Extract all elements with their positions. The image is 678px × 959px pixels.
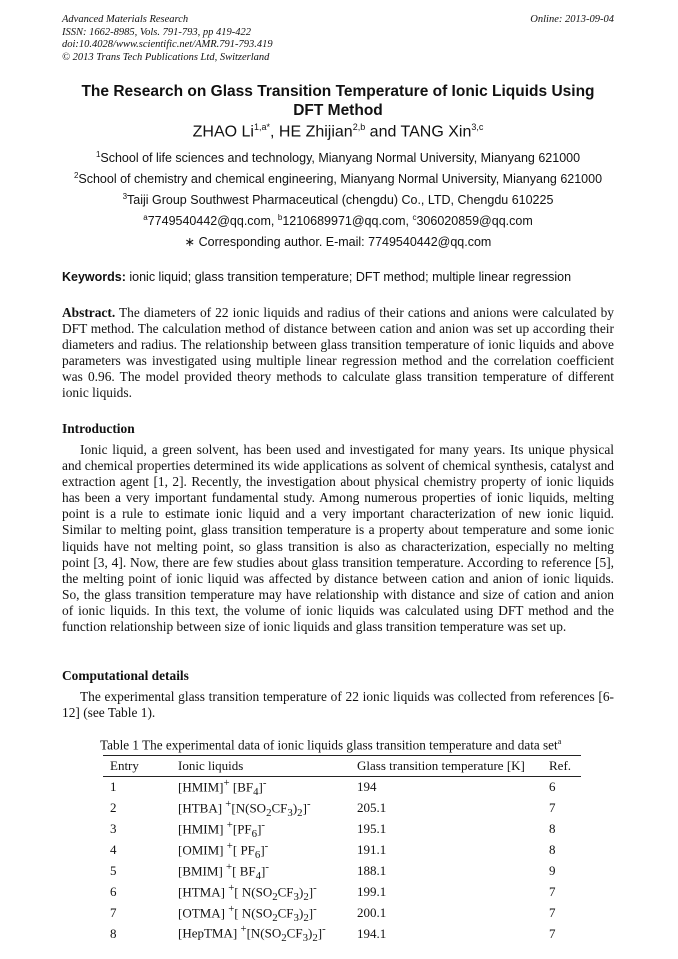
table-row <box>103 798 581 819</box>
anion-part: CF <box>271 800 288 816</box>
cell-ionic-liquid <box>178 923 357 944</box>
anion-part: CF <box>277 883 294 899</box>
author-2-sup: 2,b <box>352 122 366 132</box>
table-row <box>103 882 581 903</box>
cation: [HTBA] <box>178 800 226 816</box>
cell-ref <box>549 819 581 840</box>
affiliation-2-text: School of chemistry and chemical engineering, Mianyang Normal University, Mianyang 621000 <box>78 172 603 187</box>
anion-charge: - <box>306 797 311 810</box>
entry-value: 7 <box>110 904 117 920</box>
cation-charge: + <box>226 839 233 852</box>
anion-subscript: 3 <box>293 911 299 924</box>
author-1: ZHAO Li <box>192 123 254 141</box>
comp-paragraph <box>62 689 614 721</box>
intro-text: Ionic liquid, a green solvent, has been used and investigated for many years. Its unique physical and chemical properties determined its wide applications as solvent of chemical synthesis, catalyst and extraction agent [1, 2]. Recently, the investigation about physical chemistry property of ionic liquids has been a very important fundamental study. Among numerous properties of ionic liquids, melting point is a rule to estimate ionic liquid and a very important characterization of new ionic liquid. Similar to melting point, glass transition temperature is a property about temperature and some ionic liquids have not melting point, so glass transition is also as characterization, especially no melting point [3, 4]. Now, there are few studies about glass transition temperature. According to reference [5], the melting point of ionic liquid was affected by distance between cation and anion of ionic liquids. So, the glass transition temperature may have relationship with distance and size of cation and anion of ionic liquids. In this text, the volume of ionic liquids was calculated using DFT method and the function relationship between size of ionic liquids and glass transition temperature was set up. <box>62 442 614 635</box>
tg-value: 191.1 <box>357 842 387 858</box>
cell-entry <box>103 903 178 924</box>
table-row <box>103 777 581 798</box>
anion-part: [N(SO <box>246 925 282 941</box>
cell-ref <box>549 923 581 944</box>
entry-value: 8 <box>110 925 117 941</box>
copyright-line: © 2013 Trans Tech Publications Ltd, Switzerland <box>62 51 270 63</box>
table-row <box>103 819 581 840</box>
anion-subscript: 4 <box>255 869 262 882</box>
table-row <box>103 903 581 924</box>
anion-part: ] <box>308 883 314 899</box>
cell-tg <box>357 861 549 882</box>
cell-tg <box>357 903 549 924</box>
entry-value: 2 <box>110 800 117 816</box>
anion-part: ) <box>308 925 313 941</box>
header-ref: Ref. <box>549 756 581 777</box>
anion-part: [BF <box>232 779 254 795</box>
table-row <box>103 923 581 944</box>
cell-ionic-liquid <box>178 840 357 861</box>
cell-ref <box>549 840 581 861</box>
ref-value: 7 <box>549 904 556 920</box>
tg-value: 194.1 <box>357 925 387 941</box>
ref-value: 7 <box>549 884 556 900</box>
title-line-1: The Research on Glass Transition Temperature of Ionic Liquids Using <box>81 83 595 100</box>
cell-ref <box>549 798 581 819</box>
cation: [OTMA] <box>178 904 229 920</box>
cation: [OMIM] <box>178 842 227 858</box>
anion-subscript: 3 <box>302 932 308 945</box>
email-line <box>62 213 614 228</box>
author-3-sup: 3,c <box>471 122 484 132</box>
entry-value: 3 <box>110 821 117 837</box>
email-c-sup: c <box>412 213 417 222</box>
anion-subscript: 2 <box>297 806 303 819</box>
entry-value: 6 <box>110 884 117 900</box>
anion-part: ] <box>302 800 307 816</box>
corresponding-author <box>62 234 614 249</box>
table-caption <box>100 737 561 753</box>
cell-tg <box>357 923 549 944</box>
anion-subscript: 2 <box>266 806 272 819</box>
cell-ref <box>549 882 581 903</box>
author-2: , HE Zhijian <box>270 123 353 141</box>
cation-charge: + <box>226 818 233 831</box>
cell-ref <box>549 861 581 882</box>
abstract-label: Abstract. <box>62 305 116 320</box>
cell-tg <box>357 819 549 840</box>
title-line-2: DFT Method <box>293 102 383 119</box>
anion-charge: - <box>261 818 266 831</box>
ref-value: 7 <box>549 925 556 941</box>
affiliation-1-text: School of life sciences and technology, Mianyang Normal University, Mianyang 621000 <box>100 151 581 166</box>
anion-subscript: 3 <box>287 806 293 819</box>
ref-value: 6 <box>549 779 556 795</box>
cell-ref <box>549 903 581 924</box>
header-tg: Glass transition temperature [K] <box>357 756 549 777</box>
anion-part: CF <box>277 904 294 920</box>
cation-charge: + <box>240 923 247 936</box>
entry-value: 1 <box>110 779 117 795</box>
author-line <box>62 122 614 141</box>
header-entry: Entry <box>103 756 178 777</box>
cell-ionic-liquid <box>178 882 357 903</box>
cell-ionic-liquid <box>178 861 357 882</box>
cation: [HepTMA] <box>178 925 241 941</box>
cell-tg <box>357 882 549 903</box>
entry-value: 4 <box>110 842 117 858</box>
cation-charge: + <box>228 902 235 915</box>
anion-part: [ N(SO <box>234 904 273 920</box>
anion-part: [PF <box>232 821 252 837</box>
cell-ionic-liquid <box>178 819 357 840</box>
ref-value: 8 <box>549 821 556 837</box>
affiliation-3-sup: 3 <box>122 192 128 201</box>
anion-charge: - <box>265 860 269 873</box>
author-1-sup: 1,a* <box>253 122 270 132</box>
intro-heading: Introduction <box>62 421 135 436</box>
anion-part: ] <box>261 863 266 879</box>
keywords <box>62 270 614 284</box>
anion-part: [ BF <box>232 863 256 879</box>
cell-ref <box>549 777 581 798</box>
cation: [BMIM] <box>178 863 227 879</box>
journal-name: Advanced Materials Research <box>62 14 189 25</box>
anion-subscript: 6 <box>254 848 261 861</box>
table-row <box>103 840 581 861</box>
comp-heading: Computational details <box>62 668 189 683</box>
cation: [HMIM] <box>178 821 227 837</box>
anion-subscript: 2 <box>303 911 309 924</box>
ref-value: 7 <box>549 800 556 816</box>
email-b-sup: b <box>277 213 283 222</box>
cation-charge: + <box>223 777 230 789</box>
anion-part: ) <box>298 883 304 899</box>
anion-part: ] <box>258 779 263 795</box>
anion-subscript: 6 <box>251 827 258 840</box>
cation-charge: + <box>226 860 233 873</box>
table-header-row <box>103 756 581 777</box>
issn-line: ISSN: 1662-8985, Vols. 791-793, pp 419-422 <box>62 26 251 38</box>
cell-entry <box>103 777 178 798</box>
cell-tg <box>357 777 549 798</box>
asterisk-icon: ∗ <box>184 235 196 249</box>
cation: [HMIM] <box>178 779 224 795</box>
tg-value: 194 <box>357 779 377 795</box>
cell-tg <box>357 798 549 819</box>
author-3: and TANG Xin <box>365 123 472 141</box>
keywords-label: Keywords: <box>62 270 126 284</box>
anion-charge: - <box>322 923 326 936</box>
anion-part: ] <box>260 842 265 858</box>
anion-subscript: 3 <box>293 890 299 903</box>
email-a-sup: a <box>143 213 148 222</box>
ref-value: 9 <box>549 863 556 879</box>
cell-ionic-liquid <box>178 903 357 924</box>
anion-charge: - <box>264 839 269 852</box>
email-c[interactable]: 306020859@qq.com <box>416 214 533 229</box>
anion-part: CF <box>286 925 303 941</box>
table-row <box>103 861 581 882</box>
cell-entry <box>103 861 178 882</box>
affiliation-2 <box>62 171 614 186</box>
affiliation-3-text: Taiji Group Southwest Pharmaceutical (chengdu) Co., LTD, Chengdu 610225 <box>127 193 554 208</box>
ref-value: 8 <box>549 842 556 858</box>
anion-part: ] <box>308 904 314 920</box>
anion-part: ) <box>292 800 298 816</box>
tg-value: 188.1 <box>357 863 387 879</box>
cation-charge: + <box>225 797 232 810</box>
anion-part: [ N(SO <box>234 883 273 899</box>
cation-charge: + <box>228 881 235 894</box>
cell-entry <box>103 923 178 944</box>
affiliation-3 <box>62 192 614 207</box>
keywords-text: ionic liquid; glass transition temperature; DFT method; multiple linear regression <box>125 270 572 284</box>
affiliation-1-sup: 1 <box>95 150 101 159</box>
anion-subscript: 2 <box>303 890 309 903</box>
cell-entry <box>103 819 178 840</box>
tg-value: 199.1 <box>357 884 387 900</box>
anion-subscript: 2 <box>272 890 278 903</box>
affiliation-1 <box>62 150 614 165</box>
email-b[interactable]: 1210689971@qq.com, <box>282 214 413 229</box>
anion-subscript: 2 <box>272 911 278 924</box>
table-caption-sup: a <box>557 737 562 746</box>
table-caption-text: Table 1 The experimental data of ionic liquids glass transition temperature and data set <box>100 737 558 753</box>
anion-charge: - <box>262 777 267 789</box>
anion-subscript: 2 <box>281 932 287 945</box>
tg-value: 195.1 <box>357 821 387 837</box>
intro-paragraph <box>62 442 614 635</box>
cell-entry <box>103 840 178 861</box>
tg-value: 205.1 <box>357 800 387 816</box>
cell-tg <box>357 840 549 861</box>
anion-part: [N(SO <box>231 800 267 816</box>
header-ionic-liquids: Ionic liquids <box>178 756 357 777</box>
anion-charge: - <box>313 881 317 894</box>
cell-ionic-liquid <box>178 777 357 798</box>
comp-text: The experimental glass transition temperature of 22 ionic liquids was collected from references [6-12] (see Table 1). <box>62 689 614 721</box>
abstract <box>62 305 614 402</box>
anion-part: [ PF <box>232 842 255 858</box>
page-header <box>62 14 614 64</box>
anion-part: ] <box>317 925 323 941</box>
cell-ionic-liquid <box>178 798 357 819</box>
anion-part: ] <box>257 821 262 837</box>
cell-entry <box>103 798 178 819</box>
cell-entry <box>103 882 178 903</box>
corresponding-text: Corresponding author. E-mail: 7749540442@qq.com <box>195 235 492 249</box>
anion-charge: - <box>313 902 317 915</box>
anion-subscript: 2 <box>312 932 318 945</box>
tg-value: 200.1 <box>357 904 387 920</box>
email-a[interactable]: 7749540442@qq.com, <box>147 214 278 229</box>
anion-subscript: 4 <box>253 785 259 798</box>
entry-value: 5 <box>110 863 117 879</box>
online-date: Online: 2013-09-04 <box>530 14 614 25</box>
affiliation-2-sup: 2 <box>73 171 79 180</box>
data-table <box>103 755 581 944</box>
abstract-text: The diameters of 22 ionic liquids and radius of their cations and anions were calculated by DFT method. The calculation method of distance between cation and anion was set up according their diameters and radius. The relationship between glass transition temperature of ionic liquids and above parameters was investigated using multiple linear regression method and the correlation coefficient was 0.96. The model provided theory methods to calculate glass transition temperature of different ionic liquids. <box>62 305 614 401</box>
paper-title <box>62 82 614 120</box>
cation: [HTMA] <box>178 883 229 899</box>
anion-part: ) <box>298 904 304 920</box>
doi-line: doi:10.4028/www.scientific.net/AMR.791-793.419 <box>62 39 273 50</box>
